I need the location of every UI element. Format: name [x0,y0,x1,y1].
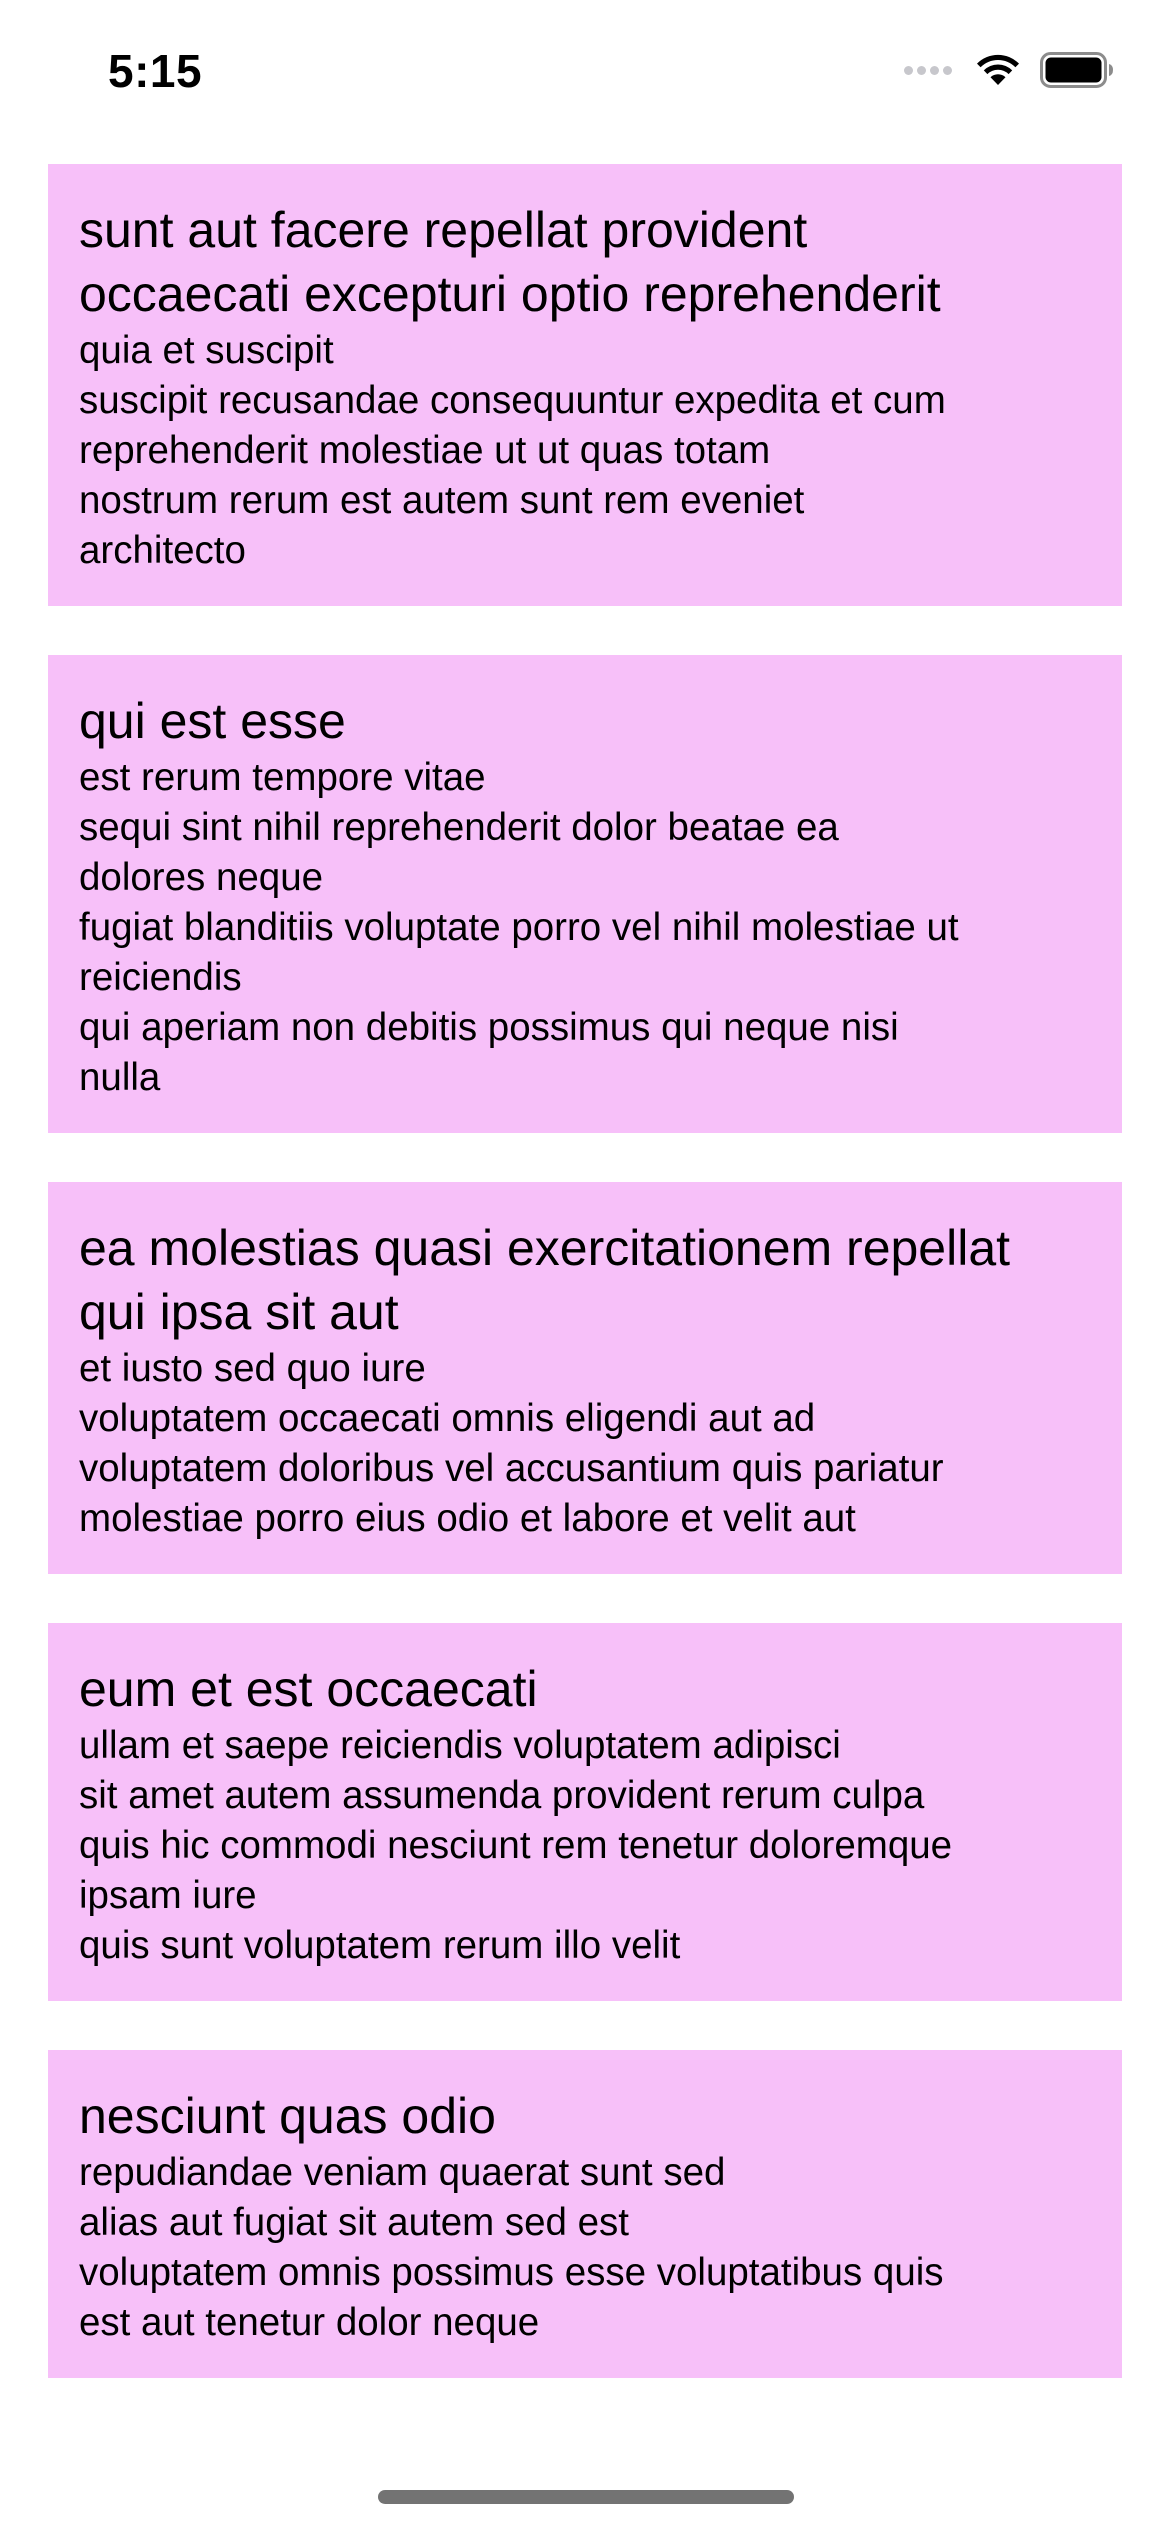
status-time: 5:15 [108,45,203,97]
post-title: nesciunt quas odio [79,2088,496,2144]
post-card[interactable] [48,655,1122,1133]
post-body: et iusto sed quo iure voluptatem occaecati omnis eligendi aut ad voluptatem doloribus vel accusantium quis pariatur molestiae porro eius odio et labore et velit aut [79,1347,944,1540]
post-title: ea molestias quasi exercitationem repellat qui ipsa sit aut [79,1220,1011,1340]
post-card[interactable] [48,1623,1122,2001]
post-card[interactable] [48,164,1122,606]
post-title: sunt aut facere repellat provident occaecati excepturi optio reprehenderit [79,202,941,322]
post-title: qui est esse [79,693,346,749]
home-indicator[interactable] [378,2490,794,2504]
post-list[interactable] [48,164,1122,2424]
post-card[interactable] [48,2050,1122,2378]
post-body: quia et suscipit suscipit recusandae consequuntur expedita et cum reprehenderit molestiae ut ut quas totam nostrum rerum est autem sunt rem eveniet architecto [79,329,946,572]
battery-icon [1040,52,1114,88]
post-title: eum et est occaecati [79,1661,538,1717]
signal-icon [904,66,956,75]
wifi-icon [974,53,1022,87]
status-bar [0,0,1170,150]
status-icons [904,52,1114,88]
post-body: repudiandae veniam quaerat sunt sed alias aut fugiat sit autem sed est voluptatem omnis possimus esse voluptatibus quis est aut tenetur dolor neque [79,2151,944,2344]
post-card[interactable] [48,1182,1122,1574]
post-body: est rerum tempore vitae sequi sint nihil reprehenderit dolor beatae ea dolores neque fugiat blanditiis voluptate porro vel nihil molestiae ut reiciendis qui aperiam non debitis possimus qui neque nisi nulla [79,756,959,1099]
post-body: ullam et saepe reiciendis voluptatem adipisci sit amet autem assumenda provident rerum culpa quis hic commodi nesciunt rem tenetur doloremque ipsam iure quis sunt voluptatem rerum illo velit [79,1724,953,1967]
